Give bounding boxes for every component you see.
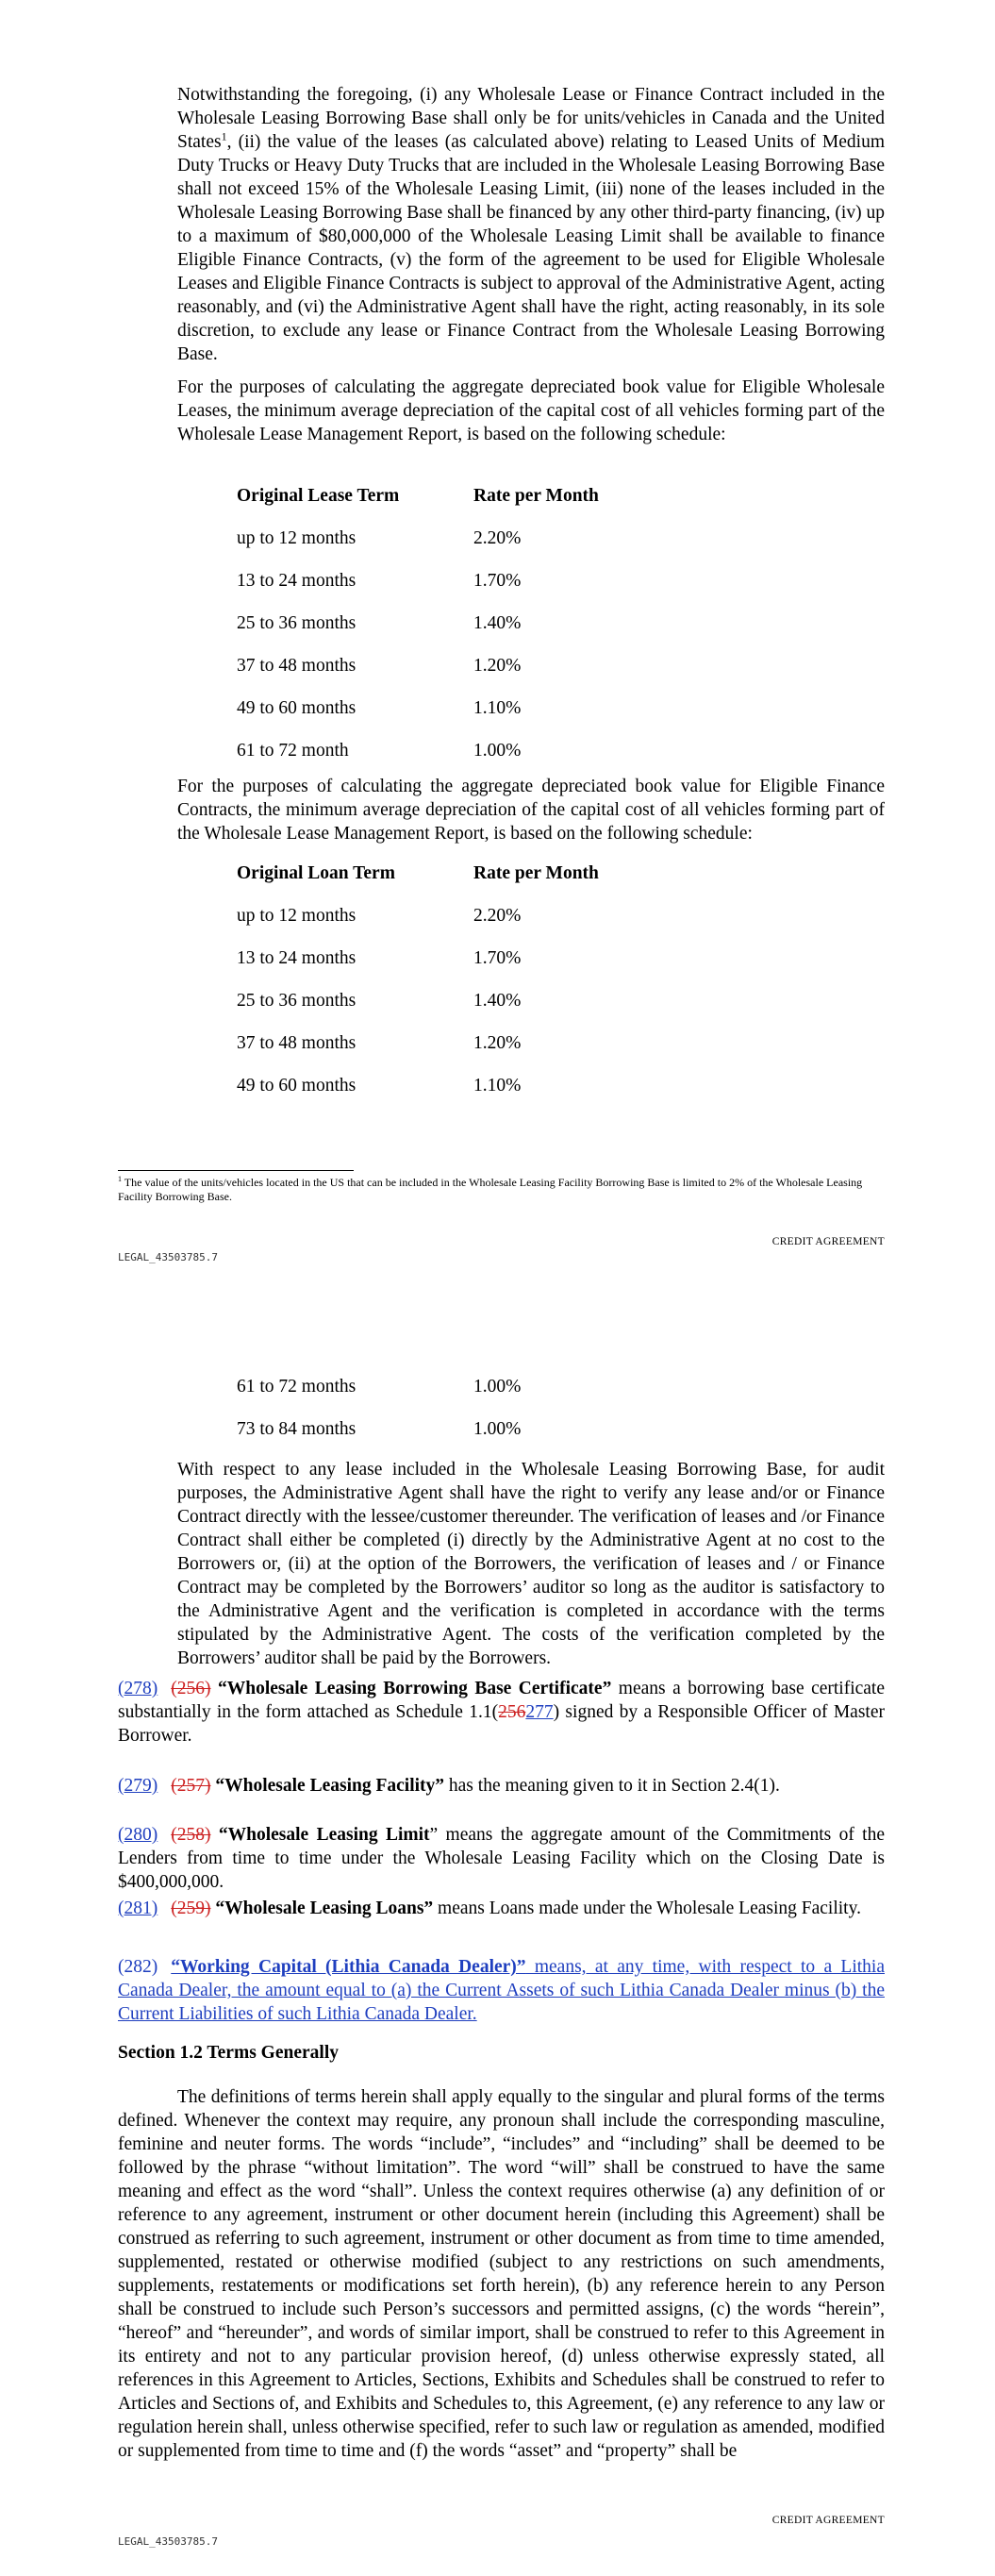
footnote-text: The value of the units/vehicles located in the US that can be included in the Wholesale Leasing Facility Borrowing Base is limited to 2% of the Wholesale Leasing Facility Borrowing Base. bbox=[118, 1176, 863, 1203]
term-cell: 49 to 60 months bbox=[237, 1076, 357, 1096]
table-row bbox=[237, 569, 708, 594]
table-row bbox=[237, 989, 708, 1013]
rate-cell: 1.70% bbox=[473, 571, 522, 591]
term-cell: 61 to 72 month bbox=[237, 741, 349, 761]
section-1-2-heading: Section 1.2 Terms Generally bbox=[118, 2043, 339, 2063]
new-section-number[interactable]: (282) bbox=[118, 1957, 158, 1977]
footer-title: CREDIT AGREEMENT bbox=[771, 2515, 885, 2526]
table-header bbox=[237, 861, 708, 886]
rate-cell: 1.00% bbox=[473, 1419, 522, 1439]
definition-text-a: means a borrowing base certificate substantially in the form attached as Schedule 1.1( bbox=[118, 1679, 886, 1722]
definition-text: means, at any time, with respect to a Lithia Canada Dealer, the amount equal to (a) the Current Assets of such Lithia Canada Dealer minus (b) the Current Liabilities of such Lithia Canada Dealer. bbox=[118, 1957, 885, 2024]
table-row bbox=[237, 904, 708, 928]
lease-depreciation-intro-paragraph: For the purposes of calculating the aggregate depreciated book value for Eligible Wholesale Leases, the minimum average depreciation of the capital cost of all vehicles forming part of the Wholesale Lease Management Report, is based on the following schedule: bbox=[177, 377, 885, 444]
table-row bbox=[237, 739, 708, 763]
new-section-number[interactable]: (278) bbox=[118, 1679, 158, 1698]
footnote-divider bbox=[118, 1170, 354, 1171]
deleted-section-number: (257) bbox=[171, 1776, 211, 1796]
deleted-reference: 256 bbox=[498, 1702, 526, 1722]
term-cell: 25 to 36 months bbox=[237, 613, 357, 633]
column-header-term: Original Lease Term bbox=[237, 486, 400, 506]
terms-generally-paragraph: The definitions of terms herein shall apply equally to the singular and plural forms of the terms defined. Whenever the context may require, any pronoun shall include the corresponding masculine, feminine and neuter forms. The words “include”, “includes” and “including” shall be deemed to be followed by the phrase “without limitation”. The word “will” shall be construed to have the same meaning and effect as the word “shall”. Unless the context requires otherwise (a) any definition of or reference to any agreement, instrument or other document herein (including this Agreement) shall be construed as referring to such agreement, instrument or other document as from time to time amended, supplemented, restated or otherwise modified (subject to any restrictions on such amendments, supplements, restatements or modifications set forth herein), (b) any reference herein to any Person shall be construed to include such Person’s successors and permitted assigns, (c) the words “herein”, “hereof” and “hereunder”, and words of similar import, shall be construed to refer to this Agreement in its entirety and not to any particular provision hereof, (d) unless otherwise expressly stated, all references in this Agreement to Articles, Sections, Exhibits and Schedules shall be construed to refer to Articles and Sections of, and Exhibits and Schedules to, this Agreement, (e) any reference to any law or regulation herein shall, unless otherwise specified, refer to such law or regulation as amended, modified or supplemented from time to time and (f) the words “asset” and “property” shall be bbox=[118, 2087, 885, 2461]
definition-280 bbox=[118, 1823, 885, 1894]
paragraph-text-a: Notwithstanding the foregoing, (i) any Wholesale Lease or Finance Contract included in the Wholesale Leasing Borrowing Base shall only be for units/vehicles in Canada and the United States bbox=[177, 85, 885, 152]
term-cell: 37 to 48 months bbox=[237, 1033, 357, 1053]
term-cell: 13 to 24 months bbox=[237, 571, 357, 591]
table-row bbox=[237, 1031, 708, 1056]
rate-cell: 1.00% bbox=[473, 1377, 522, 1397]
table-row bbox=[237, 696, 708, 721]
footer-title: CREDIT AGREEMENT bbox=[771, 1236, 885, 1247]
defined-term: “Wholesale Leasing Loans” bbox=[215, 1899, 434, 1918]
footer-doc-id: LEGAL_43503785.7 bbox=[118, 2535, 218, 2548]
rate-cell: 1.40% bbox=[473, 991, 522, 1011]
wholesale-lease-conditions-paragraph bbox=[177, 83, 885, 366]
table-header bbox=[237, 484, 708, 509]
definition-text-b: ) signed by a Responsible Officer of Master Borrower. bbox=[118, 1702, 885, 1746]
page-2 bbox=[0, 1288, 995, 2576]
term-cell: 13 to 24 months bbox=[237, 948, 357, 968]
rate-cell: 1.10% bbox=[473, 698, 522, 718]
table-row bbox=[237, 527, 708, 551]
table-row bbox=[237, 611, 708, 636]
term-cell: 61 to 72 months bbox=[237, 1377, 357, 1397]
rate-cell: 1.40% bbox=[473, 613, 522, 633]
rate-cell: 1.00% bbox=[473, 741, 522, 761]
definition-text: has the meaning given to it in Section 2.4(1). bbox=[444, 1776, 780, 1796]
table-row bbox=[237, 1375, 708, 1399]
definition-279 bbox=[118, 1774, 885, 1798]
defined-term: “Wholesale Leasing Limit bbox=[218, 1825, 430, 1845]
table-row bbox=[237, 1074, 708, 1098]
footnote-mark: 1 bbox=[118, 1175, 122, 1183]
term-cell: up to 12 months bbox=[237, 528, 357, 548]
new-section-number[interactable]: (281) bbox=[118, 1899, 158, 1918]
deleted-section-number: (258) bbox=[171, 1825, 211, 1845]
deleted-section-number: (256) bbox=[171, 1679, 211, 1698]
definition-282-inserted bbox=[118, 1955, 885, 2026]
term-cell: 37 to 48 months bbox=[237, 656, 357, 676]
defined-term: “Wholesale Leasing Borrowing Base Certificate” bbox=[217, 1679, 612, 1698]
column-header-rate: Rate per Month bbox=[473, 863, 599, 883]
rate-cell: 2.20% bbox=[473, 906, 522, 926]
rate-cell: 1.10% bbox=[473, 1076, 522, 1096]
rate-cell: 1.70% bbox=[473, 948, 522, 968]
column-header-term: Original Loan Term bbox=[237, 863, 395, 883]
definition-281 bbox=[118, 1897, 885, 1920]
new-section-number[interactable]: (280) bbox=[118, 1825, 158, 1845]
inserted-reference[interactable]: 277 bbox=[525, 1702, 554, 1722]
defined-term: “Wholesale Leasing Facility” bbox=[215, 1776, 445, 1796]
rate-cell: 1.20% bbox=[473, 656, 522, 676]
table-row bbox=[237, 654, 708, 678]
audit-verification-paragraph: With respect to any lease included in the Wholesale Leasing Borrowing Base, for audit purposes, the Administrative Agent shall have the right to verify any lease and/or or Finance Contract directly with the lessee/customer thereunder. The verification of leases and /or Finance Contract shall either be completed (i) directly by the Administrative Agent at no cost to the Borrowers or, (ii) at the option of the Borrowers, the verification of leases and / or Finance Contract may be completed by the Borrowers’ auditor so long as the auditor is satisfactory to the Administrative Agent and the verification is completed in accordance with the terms stipulated by the Administrative Agent. The costs of the verification completed by the Borrowers’ auditor shall be paid by the Borrowers. bbox=[177, 1460, 885, 1668]
table-row bbox=[237, 946, 708, 971]
footnote-reference[interactable]: 1 bbox=[221, 129, 227, 143]
column-header-rate: Rate per Month bbox=[473, 486, 599, 506]
footnote bbox=[118, 1176, 885, 1204]
new-section-number[interactable]: (279) bbox=[118, 1776, 158, 1796]
paragraph-text-b: , (ii) the value of the leases (as calculated above) relating to Leased Units of Medium Duty Trucks or Heavy Duty Trucks that are included in the Wholesale Leasing Borrowing Base shall not exceed 15% of the Wholesale Leasing Limit, (iii) none of the leases included in the Wholesale Leasing Borrowing Base shall be financed by any other third-party financing, (iv) up to a maximum of $80,000,000 of the Wholesale Leasing Limit shall be available to finance Eligible Finance Contracts, (v) the form of the agreement to be used for Eligible Wholesale Leases and Eligible Finance Contracts is subject to approval of the Administrative Agent, acting reasonably, and (vi) the Administrative Agent shall have the right, acting reasonably, in its sole discretion, to exclude any lease or Finance Contract from the Wholesale Leasing Borrowing Base. bbox=[177, 132, 885, 364]
deleted-section-number: (259) bbox=[171, 1899, 211, 1918]
rate-cell: 2.20% bbox=[473, 528, 522, 548]
definition-278 bbox=[118, 1677, 885, 1748]
term-cell: 25 to 36 months bbox=[237, 991, 357, 1011]
defined-term: “Working Capital (Lithia Canada Dealer)” bbox=[171, 1957, 526, 1977]
term-cell: 73 to 84 months bbox=[237, 1419, 357, 1439]
rate-cell: 1.20% bbox=[473, 1033, 522, 1053]
term-cell: 49 to 60 months bbox=[237, 698, 357, 718]
finance-depreciation-intro-paragraph: For the purposes of calculating the aggregate depreciated book value for Eligible Finance Contracts, the minimum average depreciation of the capital cost of all vehicles forming part of the Wholesale Lease Management Report, is based on the following schedule: bbox=[177, 777, 885, 844]
term-cell: up to 12 months bbox=[237, 906, 357, 926]
table-row bbox=[237, 1417, 708, 1442]
footer-doc-id: LEGAL_43503785.7 bbox=[118, 1251, 218, 1263]
definition-text: ” means the aggregate amount of the Commitments of the Lenders from time to time under the Wholesale Leasing Facility which on the Closing Date is $400,000,000. bbox=[118, 1825, 886, 1892]
definition-text: means Loans made under the Wholesale Leasing Facility. bbox=[433, 1899, 861, 1918]
